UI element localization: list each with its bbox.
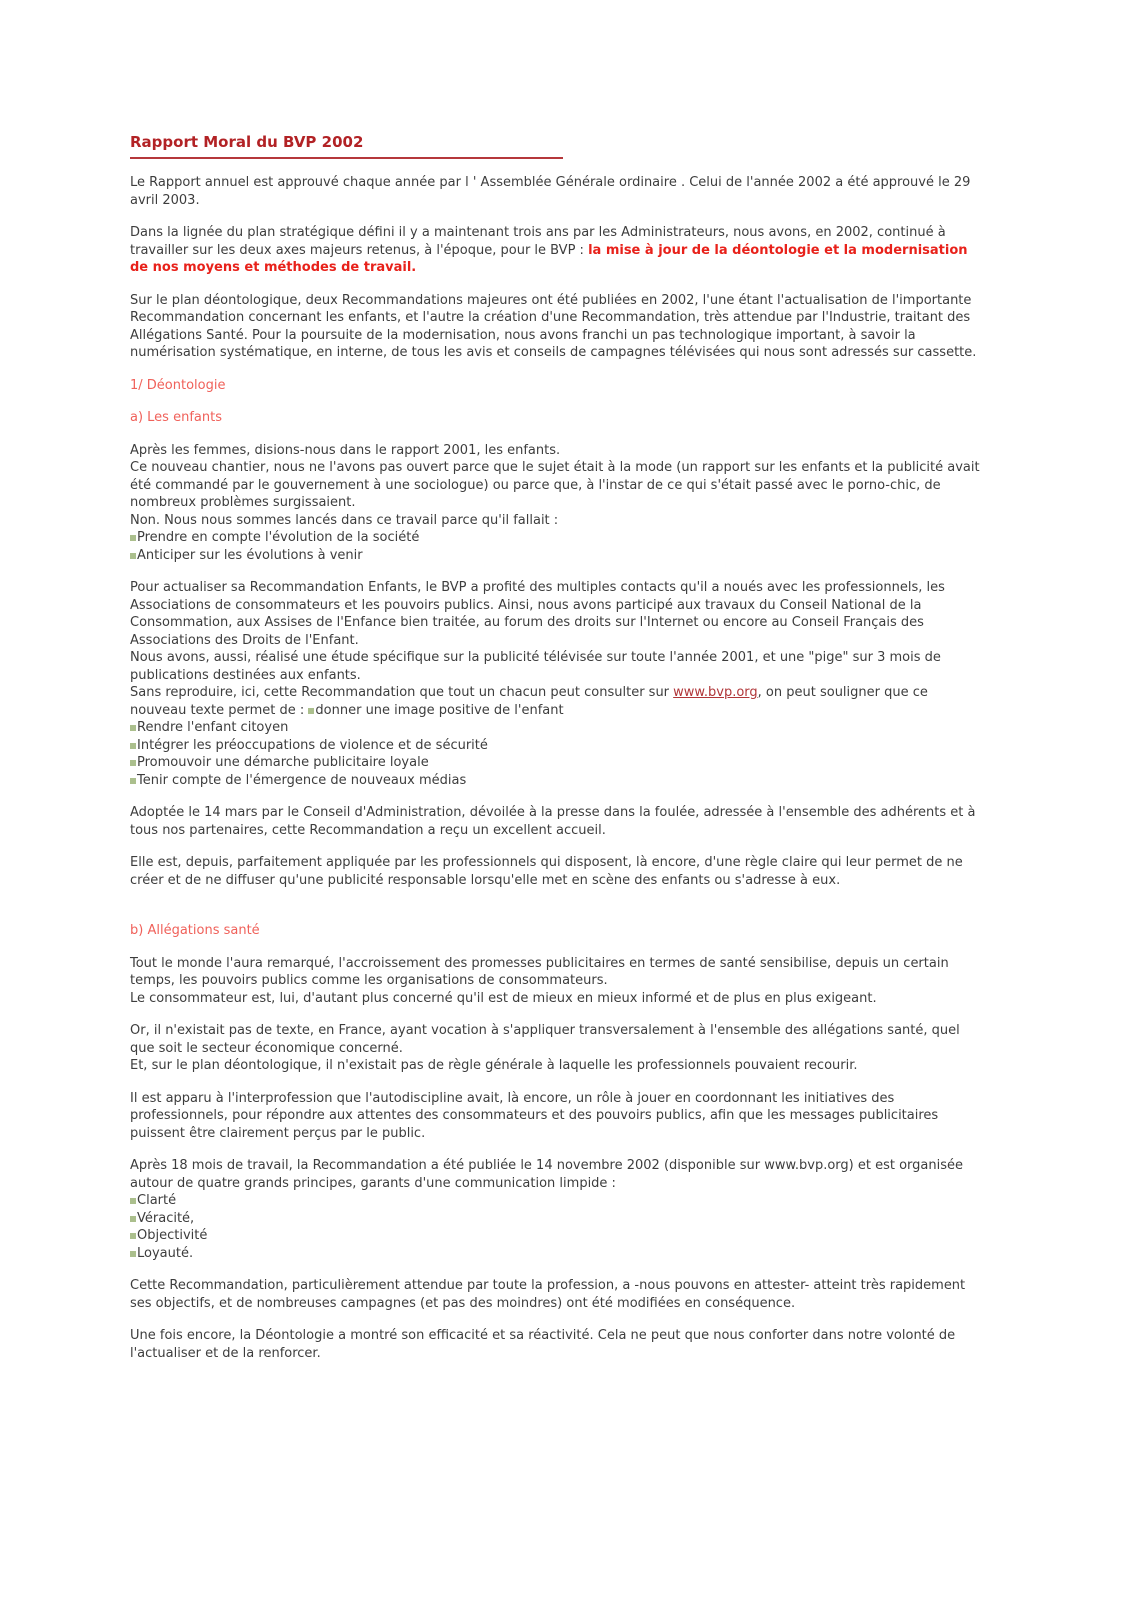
bullet-square-icon: [130, 1198, 136, 1204]
consulter-inline-bullet-text: donner une image positive de l'enfant: [315, 702, 564, 718]
bullet-square-icon: [130, 1233, 136, 1239]
bvp-website-link[interactable]: www.bvp.org: [673, 685, 758, 700]
bullet-item: [130, 547, 988, 565]
bullet-item: [130, 719, 988, 737]
bullet-text: Véracité,: [137, 1210, 195, 1226]
bullet-square-icon: [130, 743, 136, 749]
paragraph-axes: [130, 224, 988, 277]
bullet-text: Tenir compte de l'émergence de nouveaux médias: [137, 772, 467, 788]
actualiser-line-1: Pour actualiser sa Recommandation Enfants, le BVP a profité des multiples contacts qu'il a noués avec les professionnels, les Associations de consommateurs et les pouvoirs publics. Ainsi, nous avons participé aux travaux du Conseil National de la Consommation, aux Assises de l'Enfance bien traitée, au forum des droits sur l'Internet ou encore au Conseil Français des Associations des Droits de l'Enfant.: [130, 580, 945, 648]
paragraph-approbation: Le Rapport annuel est approuvé chaque année par l ' Assemblée Générale ordinaire . Celui de l'année 2002 a été approuvé le 29 avril 2003.: [130, 175, 971, 208]
bullet-item: [130, 1227, 988, 1245]
bullet-item: [130, 1192, 988, 1210]
heading-allegations: b) Allégations santé: [130, 923, 260, 938]
bullet-text: Anticiper sur les évolutions à venir: [137, 547, 363, 563]
bullet-text: Loyauté.: [137, 1245, 194, 1261]
heading-enfants: a) Les enfants: [130, 410, 222, 425]
axes-text: Dans la lignée du plan stratégique défini il y a maintenant trois ans par les Administrateurs, nous avons, en 2002, continué à travailler sur les deux axes majeurs retenus, à l'époque, pour le BVP :: [130, 225, 946, 258]
remarque-line-1: Tout le monde l'aura remarqué, l'accroissement des promesses publicitaires en termes de santé sensibilise, depuis un certain temps, les pouvoirs publics comme les organisations de consommateurs.: [130, 955, 949, 988]
bullet-square-icon: [130, 553, 136, 559]
actualiser-line-2: Nous avons, aussi, réalisé une étude spécifique sur la publicité télévisée sur toute l'année 2001, et une "pige" sur 3 mois de publications destinées aux enfants.: [130, 650, 941, 683]
paragraph-remarque: [130, 955, 988, 1008]
bullet-text: Promouvoir une démarche publicitaire loyale: [137, 755, 429, 770]
bullet-item: [130, 754, 988, 772]
bullet-text: Prendre en compte l'évolution de la société: [137, 530, 420, 545]
or-line-1: Or, il n'existait pas de texte, en France, ayant vocation à s'appliquer transversalement à l'ensemble des allégations santé, quel que soit le secteur économique concerné.: [130, 1023, 960, 1056]
bullet-item: [130, 772, 988, 790]
bullet-square-icon: [308, 708, 314, 714]
paragraph-objectifs: Cette Recommandation, particulièrement attendue par toute la profession, a -nous pouvons en attester- atteint très rapidement ses objectifs, et de nombreuses campagnes (et pas des moindres) ont été modifiées en conséquence.: [130, 1278, 966, 1311]
or-line-2: Et, sur le plan déontologique, il n'existait pas de règle générale à laquelle les professionnels pouvaient recourir.: [130, 1058, 858, 1073]
page-title: Rapport Moral du BVP 2002: [130, 133, 364, 151]
paragraph-chantier: [130, 442, 988, 565]
consulter-text-pre: Sans reproduire, ici, cette Recommandation que tout un chacun peut consulter sur: [130, 685, 674, 700]
heading-deontologie: 1/ Déontologie: [130, 377, 226, 393]
bullet-text: Clarté: [137, 1193, 177, 1208]
paragraph-or: [130, 1022, 988, 1075]
bullet-item: [130, 529, 988, 547]
paragraph-actualiser: [130, 579, 988, 789]
title-underline: [130, 157, 563, 159]
bullet-square-icon: [130, 1251, 136, 1257]
paragraph-publication: [130, 1157, 988, 1262]
bullet-text: Objectivité: [137, 1228, 208, 1243]
bullet-item: [130, 1245, 988, 1263]
bullet-square-icon: [130, 535, 136, 541]
paragraph-recommandations: Sur le plan déontologique, deux Recommandations majeures ont été publiées en 2002, l'une étant l'actualisation de l'importante Recommandation concernant les enfants, et l'autre la création d'une Recommandation, très attendue par l'Industrie, traitant des Allégations Santé. Pour la poursuite de la modernisation, nous avons franchi un pas technologique important, à savoir la numérisation systématique, en interne, de tous les avis et conseils de campagnes télévisées qui nous sont adressés sur cassette.: [130, 292, 977, 360]
bullet-text: Rendre l'enfant citoyen: [137, 720, 289, 735]
remarque-line-2: Le consommateur est, lui, d'autant plus concerné qu'il est de mieux en mieux informé et de plus en plus exigeant.: [130, 990, 877, 1006]
axes-accent-text: la mise à jour de la déontologie et la modernisation de nos moyens et méthodes de travail.: [130, 242, 968, 275]
chantier-line-3: Non. Nous nous sommes lancés dans ce travail parce qu'il fallait :: [130, 512, 559, 528]
bullet-item: [130, 737, 988, 755]
consulter-text-mid: , on peut souligner que ce nouveau texte permet de :: [130, 685, 928, 718]
paragraph-interprofession: Il est apparu à l'interprofession que l'autodiscipline avait, là encore, un rôle à jouer en coordonnant les initiatives des professionnels, pour répondre aux attentes des consommateurs et des pouvoirs publics, afin que les messages publicitaires puissent être clairement perçus par le public.: [130, 1090, 939, 1141]
publication-line: Après 18 mois de travail, la Recommandation a été publiée le 14 novembre 2002 (disponible sur www.bvp.org) et est organisée autour de quatre grands principes, garants d'une communication limpide :: [130, 1158, 964, 1191]
paragraph-conclusion: Une fois encore, la Déontologie a montré son efficacité et sa réactivité. Cela ne peut que nous conforter dans notre volonté de l'actualiser et de la renforcer.: [130, 1328, 956, 1361]
bullet-square-icon: [130, 778, 136, 784]
chantier-line-2: Ce nouveau chantier, nous ne l'avons pas ouvert parce que le sujet était à la mode (un rapport sur les enfants et la publicité avait été commandé par le gouvernement à une sociologue) ou parce que, à l'instar de ce qui s'était passé avec le porno-chic, de nombreux problèmes surgissaient.: [130, 460, 980, 510]
consulter-line: [130, 684, 988, 719]
paragraph-adoptee: Adoptée le 14 mars par le Conseil d'Administration, dévoilée à la presse dans la foulée, adressée à l'ensemble des adhérents et à tous nos partenaires, cette Recommandation a reçu un excellent accueil.: [130, 805, 976, 838]
chantier-line-1: Après les femmes, disions-nous dans le rapport 2001, les enfants.: [130, 442, 561, 458]
bullet-item: [130, 1210, 988, 1228]
paragraph-appliquee: Elle est, depuis, parfaitement appliquée par les professionnels qui disposent, là encore, d'une règle claire qui leur permet de ne créer et de ne diffuser qu'une publicité responsable lorsqu'elle met en scène des enfants ou s'adresse à eux.: [130, 855, 963, 888]
bullet-square-icon: [130, 725, 136, 731]
bullet-square-icon: [130, 1216, 136, 1222]
bullet-text: Intégrer les préoccupations de violence et de sécurité: [137, 737, 488, 753]
bullet-square-icon: [130, 760, 136, 766]
